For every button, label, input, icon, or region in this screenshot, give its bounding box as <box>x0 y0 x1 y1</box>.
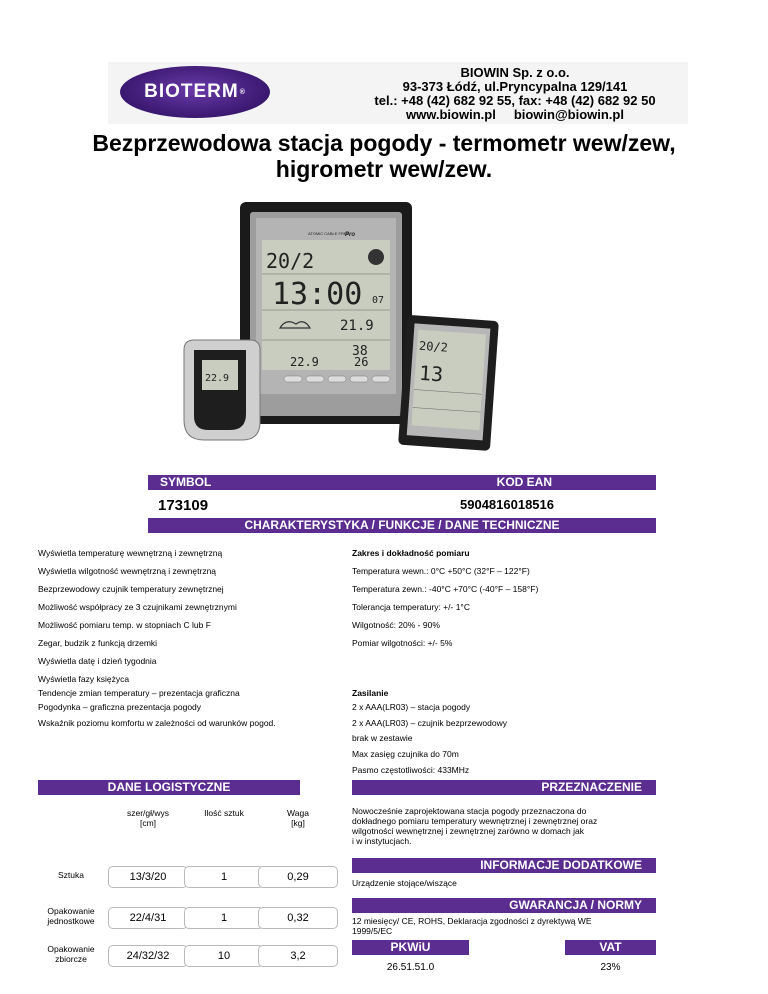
purpose-line: i w instytucjach. <box>352 836 412 846</box>
power-item: Max zasięg czujnika do 70m <box>352 749 459 759</box>
company-info <box>345 66 685 122</box>
purpose-header: PRZEZNACZENIE <box>352 780 656 795</box>
feature-item: Pogodynka – graficzna prezentacja pogody <box>38 702 202 712</box>
feature-item: Wyświetla fazy księżyca <box>38 674 130 684</box>
symbol-value: 173109 <box>158 497 209 514</box>
feature-item: Tendencje zmian temperatury – prezentacja graficzna <box>38 688 240 698</box>
symbol-header: SYMBOL <box>148 475 410 490</box>
characteristics-header: CHARAKTERYSTYKA / FUNKCJE / DANE TECHNICZNE <box>148 518 656 533</box>
feature-item: Możliwość współpracy ze 3 czujnikami zewnętrznymi <box>38 602 237 612</box>
row-label-line: jednostkowe <box>47 916 95 926</box>
range-item: Tolerancja temperatury: +/- 1°C <box>352 602 470 612</box>
range-item: Wilgotność: 20% - 90% <box>352 620 440 630</box>
warranty-header: GWARANCJA / NORMY <box>352 898 656 913</box>
warranty-line: 12 miesięcy/ CE, ROHS, Deklaracja zgodności z dyrektywą WE <box>352 916 592 926</box>
col-dims-label: szer/gł/wys <box>126 808 170 818</box>
station-date: 20/2 <box>266 249 315 273</box>
svg-text:ATOMIC CABLE FREE: ATOMIC CABLE FREE <box>308 231 350 236</box>
ean-header: KOD EAN <box>410 475 656 490</box>
warranty-line: 1999/5/EC <box>352 926 393 936</box>
station-outdoor-humidity: 26 <box>354 355 369 369</box>
row-label-line: zbiorcze <box>55 954 87 964</box>
cell-dims: 24/32/32 <box>108 945 188 967</box>
pkwiu-value: 26.51.51.0 <box>386 962 435 973</box>
page-title <box>30 130 738 182</box>
station-indoor-humidity: 38 <box>352 344 368 359</box>
brand-small: Pro <box>345 232 356 238</box>
range-item: Temperatura zewn.: -40°C +70°C (-40°F – 158°F) <box>352 584 539 594</box>
feature-item: Wskaźnik poziomu komfortu w zależności od warunków pogod. <box>38 718 276 728</box>
power-item: brak w zestawie <box>352 733 413 743</box>
col-weight-unit: [kg] <box>291 818 305 828</box>
power-item: 2 x AAA(LR03) – czujnik bezprzewodowy <box>352 718 507 728</box>
station-outdoor-temp: 22.9 <box>290 355 319 369</box>
main-weather-station-image <box>240 202 412 424</box>
col-dims-header <box>108 808 188 828</box>
website-link[interactable]: www.biowin.pl <box>406 107 496 122</box>
power-item: 2 x AAA(LR03) – stacja pogody <box>352 702 471 712</box>
feature-item: Wyświetla temperaturę wewnętrzną i zewnętrzną <box>38 548 223 558</box>
feature-item: Wyświetla datę i dzień tygodnia <box>38 656 157 666</box>
pkwiu-header: PKWiU <box>352 940 469 955</box>
col-dims-unit: [cm] <box>139 818 157 828</box>
power-item: Pasmo częstotliwości: 433MHz <box>352 765 470 775</box>
small-weather-station-image <box>398 315 499 451</box>
extra-info-header: INFORMACJE DODATKOWE <box>352 858 656 873</box>
cell-weight: 0,29 <box>258 866 338 888</box>
vat-header: VAT <box>565 940 656 955</box>
feature-item: Bezprzewodowy czujnik temperatury zewnętrznej <box>38 584 224 594</box>
title-line-1: Bezprzewodowa stacja pogody - termometr wew/zew, <box>92 130 676 156</box>
feature-item: Możliwość pomiaru temp. w stopniach C lub F <box>38 620 211 630</box>
company-address: 93-373 Łódź, ul.Pryncypalna 129/141 <box>402 79 628 94</box>
row-label-piece: Sztuka <box>58 870 84 880</box>
vat-value: 23% <box>600 962 621 973</box>
bioterm-logo <box>120 66 270 118</box>
col-qty-header: Ilość sztuk <box>204 808 244 818</box>
cell-weight: 3,2 <box>258 945 338 967</box>
range-item: Pomiar wilgotności: +/- 5% <box>352 638 453 648</box>
power-heading: Zasilanie <box>352 688 389 698</box>
small-station-time: 13 <box>418 360 444 387</box>
purpose-line: dokładnego pomiaru temperatury wewnętrznej i zewnętrznej oraz <box>352 816 598 826</box>
feature-item: Wyświetla wilgotność wewnętrzną i zewnętrzną <box>38 566 217 576</box>
cell-dims: 13/3/20 <box>108 866 188 888</box>
range-item: Temperatura wewn.: 0°C +50°C (32°F – 122°F) <box>352 566 530 576</box>
station-seconds: 07 <box>372 295 385 306</box>
feature-item: Zegar, budzik z funkcją drzemki <box>38 638 158 648</box>
extra-info-text: Urządzenie stojące/wiszące <box>352 878 457 888</box>
sensor-temp: 22.9 <box>205 373 230 384</box>
title-line-2: higrometr wew/zew. <box>275 156 493 182</box>
small-station-date: 20/2 <box>418 338 449 355</box>
cell-qty: 1 <box>184 866 264 888</box>
purpose-line: wilgotności wewnętrznej i zewnętrznej zarówno w domach jak <box>352 826 584 836</box>
cell-weight: 0,32 <box>258 907 338 929</box>
purpose-text <box>352 806 662 846</box>
logistics-header: DANE LOGISTYCZNE <box>38 780 300 795</box>
station-time: 13:00 <box>272 277 363 312</box>
ean-value: 5904816018516 <box>460 497 554 512</box>
row-label-line: Opakowanie <box>47 906 95 916</box>
col-weight-header <box>258 808 338 828</box>
range-heading: Zakres i dokładność pomiaru <box>352 548 470 558</box>
row-label-unit-pack <box>40 906 102 926</box>
cell-qty: 1 <box>184 907 264 929</box>
col-weight-label: Waga <box>287 808 309 818</box>
row-label-bulk-pack <box>40 944 102 964</box>
email-link[interactable]: biowin@biowin.pl <box>513 107 624 122</box>
company-phone: tel.: +48 (42) 682 92 55, fax: +48 (42) 682 92 50 <box>374 93 656 108</box>
purpose-line: Nowocześnie zaprojektowana stacja pogody przeznaczona do <box>352 806 587 816</box>
warranty-text <box>352 916 662 936</box>
logo-registered-mark: ® <box>239 88 246 96</box>
product-photo <box>180 200 500 462</box>
wireless-sensor-image <box>184 340 260 440</box>
company-web <box>345 108 685 122</box>
company-name: BIOWIN Sp. z o.o. <box>460 65 570 80</box>
logo-text: BIOTERM <box>144 81 239 102</box>
cell-qty: 10 <box>184 945 264 967</box>
row-label-line: Opakowanie <box>47 944 95 954</box>
station-indoor-temp: 21.9 <box>340 318 374 334</box>
cell-dims: 22/4/31 <box>108 907 188 929</box>
